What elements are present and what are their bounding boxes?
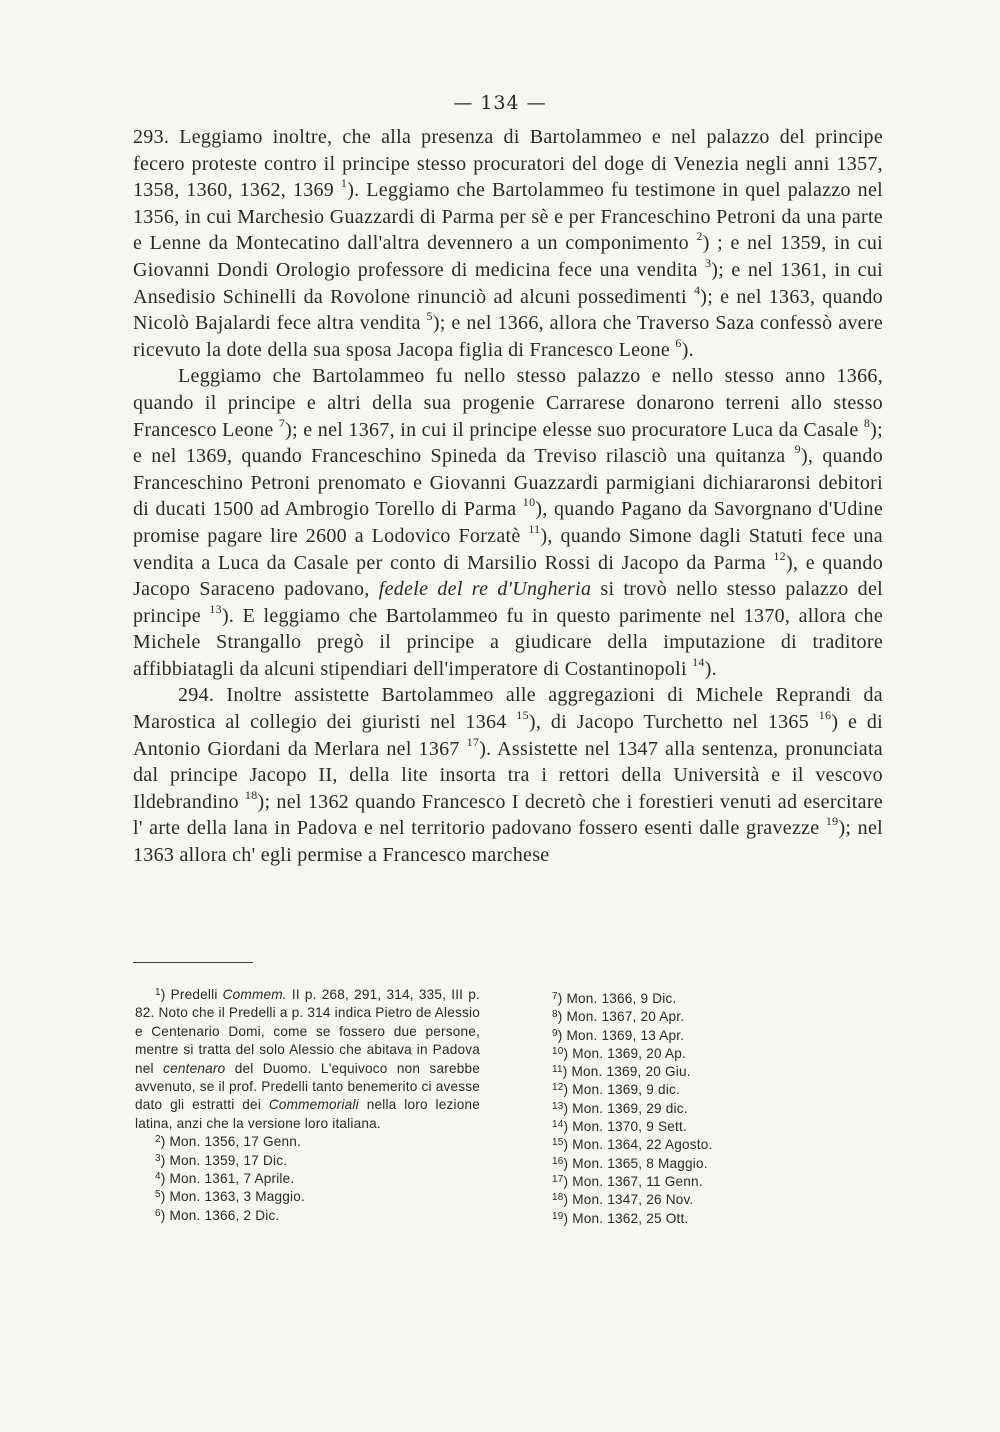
footnote-reference: 8	[863, 415, 871, 430]
italic-text: Commem.	[222, 987, 287, 1002]
footnote-text: Mon. 1367, 20 Apr.	[566, 1009, 685, 1025]
text-run: 293. Leggiamo inoltre, che alla presenza di Bartolammeo e nel palazzo del principe fecero proteste contro il principe stesso procuratori del doge di Venezia negli anni 1357, 1358, 1360, 1362, 1369	[133, 126, 883, 202]
footnote-number: 7	[552, 991, 558, 1002]
text-run: nella loro lezione latina, anzi che la versione loro italiana.	[135, 1097, 480, 1131]
footnote-text: Mon. 1347, 26 Nov.	[572, 1192, 694, 1208]
text-run: ), e quando Jacopo Saraceno padovano,	[133, 551, 883, 601]
text-run: ) ; e nel 1359, in cui Giovanni Dondi Orologio professore di medicina fece una vendita	[133, 232, 883, 281]
footnote-number: 16	[552, 1155, 564, 1167]
footnote-reference: 13	[209, 601, 222, 616]
footnote-text: Mon. 1369, 20 Giu.	[571, 1064, 691, 1080]
footnote-reference: 11	[528, 521, 541, 536]
footnote: $^9$) Mon. 1369, 13 Apr.	[552, 1027, 685, 1043]
text-run: ), di Jacopo Turchetto nel 1365	[528, 711, 819, 734]
footnote-text: Mon. 1364, 22 Agosto.	[572, 1137, 713, 1153]
text-run: ); nel 1362 quando Francesco I decretò che i forestieri venuti ad esercitare l' arte della lana in Padova e nel territorio padovano fossero esenti dalle gravezze	[133, 790, 883, 840]
text-run: Mon. 1366, 2 Dic.	[169, 1207, 280, 1223]
footnote: $^8$) Mon. 1367, 20 Apr.	[552, 1009, 685, 1025]
footnote-number: 3	[155, 1152, 161, 1164]
footnote-reference: 15	[516, 708, 529, 723]
page-number: — 134 —	[453, 92, 547, 114]
italic-text: Commemoriali	[268, 1097, 359, 1113]
footnote: $^4$) Mon. 1361, 7 Aprile.	[155, 1171, 295, 1187]
footnote-number: 2	[155, 1134, 161, 1146]
footnotes-left-column	[135, 986, 480, 1225]
main-text	[133, 124, 883, 869]
footnote-text: Mon. 1369, 29 dic.	[572, 1100, 688, 1116]
italic-text: centenaro	[163, 1060, 226, 1076]
text-run: ). E leggiamo che Bartolammeo fu in questo parimente nel 1370, allora che Michele Strangallo pregò il principe a giudicare della imputazione di traditore affibbiatagli da alcuni stipendiari dell'imperatore di Costantinopoli	[133, 604, 883, 680]
footnote-number: 9	[552, 1027, 558, 1039]
text-run: ); e nel 1363, quando Nicolò Bajalardi fece altra vendita	[133, 285, 883, 335]
footnote-number: 18	[552, 1192, 564, 1204]
footnote: $^{14}$) Mon. 1370, 9 Sett.	[552, 1119, 687, 1135]
text-run: Mon. 1361, 7 Aprile.	[169, 1171, 295, 1187]
footnote: $^{10}$) Mon. 1369, 20 Ap.	[552, 1045, 686, 1061]
text-run: ) e di Antonio Giordani da Merlara nel 1367	[133, 711, 883, 760]
paragraph	[133, 124, 883, 363]
footnote: $^{17}$) Mon. 1367, 11 Genn.	[552, 1173, 703, 1189]
footnote-reference: 1	[340, 176, 348, 191]
footnote-number: 15	[552, 1137, 564, 1149]
text-run: si trovò nello stesso palazzo del principe	[133, 578, 883, 627]
footnote-number: 12	[552, 1082, 564, 1094]
footnote-reference: 10	[522, 495, 536, 510]
text-run: II p. 268, 291, 314, 335, III p. 82. Noto che il Predelli a p. 314 indica Pietro de Alessio e Centenario Domi, come se fossero due persone, mentre si tratta del solo Alessio che abitava in Padova nel	[135, 987, 480, 1076]
footnote: $^{11}$) Mon. 1369, 20 Giu.	[552, 1064, 691, 1080]
text-run: Mon. 1363, 3 Maggio.	[169, 1189, 305, 1205]
text-run: ); nel 1363 allora ch' egli permise a Francesco marchese	[133, 817, 884, 867]
text-run: ). Leggiamo che Bartolammeo fu testimone in quel palazzo nel 1356, in cui Marchesio Guazzardi di Parma per sè e per Franceschino Petroni da una parte e Lenne da Montecatino dall'altra devennero a un componimento	[133, 179, 883, 255]
footnote-text: Mon. 1369, 9 dic.	[572, 1082, 680, 1098]
footnote-reference: 17	[466, 734, 480, 749]
text-run: ). Assistette nel 1347 alla sentenza, pronunciata dal principe Jacopo II, della lite insorta tra i rettori della Università e il vescovo Ildebrandino	[133, 737, 883, 813]
footnote-number: 1	[155, 987, 161, 998]
footnote-reference: 4	[693, 282, 701, 297]
footnote: $^3$) Mon. 1359, 17 Dic.	[155, 1152, 288, 1168]
footnote: $^{16}$) Mon. 1365, 8 Maggio.	[552, 1155, 708, 1171]
paragraph	[133, 363, 883, 682]
footnote-text: Mon. 1369, 13 Apr.	[566, 1027, 685, 1043]
footnote: $^6$) Mon. 1366, 2 Dic.	[155, 1207, 280, 1223]
footnote-divider	[133, 962, 253, 963]
text-run: ).	[681, 338, 694, 361]
footnote-reference: 19	[825, 814, 839, 829]
footnote-text: Mon. 1369, 20 Ap.	[572, 1045, 686, 1061]
text-run: ), quando Simone dagli Statuti fece una vendita a Luca da Casale per conto di Marsilio Rossi di Jacopo da Parma	[133, 524, 883, 574]
footnote-reference: 16	[818, 708, 832, 723]
footnote-number: 6	[155, 1207, 161, 1219]
text-run: Mon. 1356, 17 Genn.	[169, 1134, 302, 1150]
text-run: ); e nel 1369, quando Franceschino Spineda da Treviso rilasciò una quitanza	[133, 418, 883, 468]
paragraph	[133, 682, 883, 868]
footnote-text: Mon. 1370, 9 Sett.	[572, 1119, 687, 1135]
footnote: $^7$) Mon. 1366, 9 Dic.	[552, 991, 677, 1006]
footnote-number: 13	[552, 1100, 564, 1112]
footnote: $^1$) Predelli Commem. II p. 268, 291, 314, 335, III p. 82. Noto che il Predelli a p. 314 indica Pietro de Alessio e Centenario Domi, come se fossero due persone, mentre si tratta del solo Alessio che abitava in Padova nel centenaro del Duomo. L'equivoco non sarebbe avvenuto, se il prof. Predelli tanto benemerito ci avesse dato gli estratti dei Commemoriali nella loro lezione latina, anzi che la versione loro italiana.	[135, 987, 480, 1131]
text-run: ); e nel 1367, in cui il principe elesse suo procuratore Luca da Casale	[285, 418, 864, 441]
text-run: ).	[704, 657, 717, 680]
footnote-reference: 2	[696, 229, 703, 244]
footnote: $^5$) Mon. 1363, 3 Maggio.	[155, 1189, 305, 1205]
footnote: $^{15}$) Mon. 1364, 22 Agosto.	[552, 1137, 713, 1153]
footnote-text: Mon. 1365, 8 Maggio.	[572, 1155, 708, 1171]
footnote-number: 5	[155, 1189, 161, 1201]
footnote-text: Mon. 1367, 11 Genn.	[572, 1173, 703, 1189]
footnote-number: 19	[552, 1210, 564, 1222]
text-run: ); e nel 1366, allora che Traverso Saza confessò avere ricevuto la dote della sua sposa Jacopa figlia di Francesco Leone	[133, 312, 883, 361]
footnote: $^2$) Mon. 1356, 17 Genn.	[155, 1134, 302, 1150]
footnote-reference: 3	[704, 255, 712, 270]
footnote-number: 17	[552, 1173, 564, 1185]
footnote-reference: 14	[692, 654, 705, 669]
footnote-number: 8	[552, 1009, 558, 1021]
text-run: Mon. 1359, 17 Dic.	[169, 1152, 288, 1168]
footnote-reference: 12	[773, 548, 786, 563]
italic-text: fedele del re d'Ungheria	[378, 578, 592, 601]
footnote-reference: 7	[278, 415, 286, 430]
text-run: ), quando Pagano da Savorgnano d'Udine promise pagare lire 2600 a Lodovico Forzatè	[133, 498, 883, 547]
footnote-reference: 9	[794, 442, 801, 457]
text-run: Predelli	[170, 987, 223, 1002]
footnote-text: Mon. 1362, 25 Ott.	[572, 1210, 689, 1226]
footnote-reference: 6	[675, 335, 682, 350]
footnote-number: 10	[552, 1045, 564, 1057]
footnote-reference: 5	[426, 309, 433, 324]
footnote-number: 11	[552, 1064, 563, 1076]
footnote: $^{12}$) Mon. 1369, 9 dic.	[552, 1082, 680, 1098]
footnote-number: 14	[552, 1119, 564, 1131]
text-run: ), quando Franceschino Petroni prenomato e Giovanni Guazzardi parmigiani dichiararonsi debitori di ducati 1500 ad Ambrogio Torello di Parma	[133, 445, 883, 521]
footnote: $^{13}$) Mon. 1369, 29 dic.	[552, 1100, 688, 1116]
footnote-text: Mon. 1366, 9 Dic.	[566, 991, 677, 1006]
footnote-number: 4	[155, 1171, 161, 1183]
text-run: 294. Inoltre assistette Bartolammeo alle aggregazioni di Michele Reprandi da Marostica al collegio dei giuristi nel 1364	[133, 684, 883, 734]
footnote: $^{18}$) Mon. 1347, 26 Nov.	[552, 1192, 694, 1208]
text-run: del Duomo. L'equivoco non sarebbe avvenuto, se il prof. Predelli tanto benemerito ci avesse dato gli estratti dei	[135, 1060, 480, 1113]
footnote-reference: 18	[244, 787, 258, 802]
footnote: $^{19}$) Mon. 1362, 25 Ott.	[552, 1210, 689, 1226]
text-run: ); e nel 1361, in cui Ansedisio Schinelli da Rovolone rinunciò ad alcuni possedimenti	[133, 258, 884, 308]
text-run: Leggiamo che Bartolammeo fu nello stesso palazzo e nello stesso anno 1366, quando il principe e altri della sua progenie Carrarese donarono terreni allo stesso Francesco Leone	[133, 365, 883, 441]
footnotes-right-column	[552, 990, 772, 1228]
